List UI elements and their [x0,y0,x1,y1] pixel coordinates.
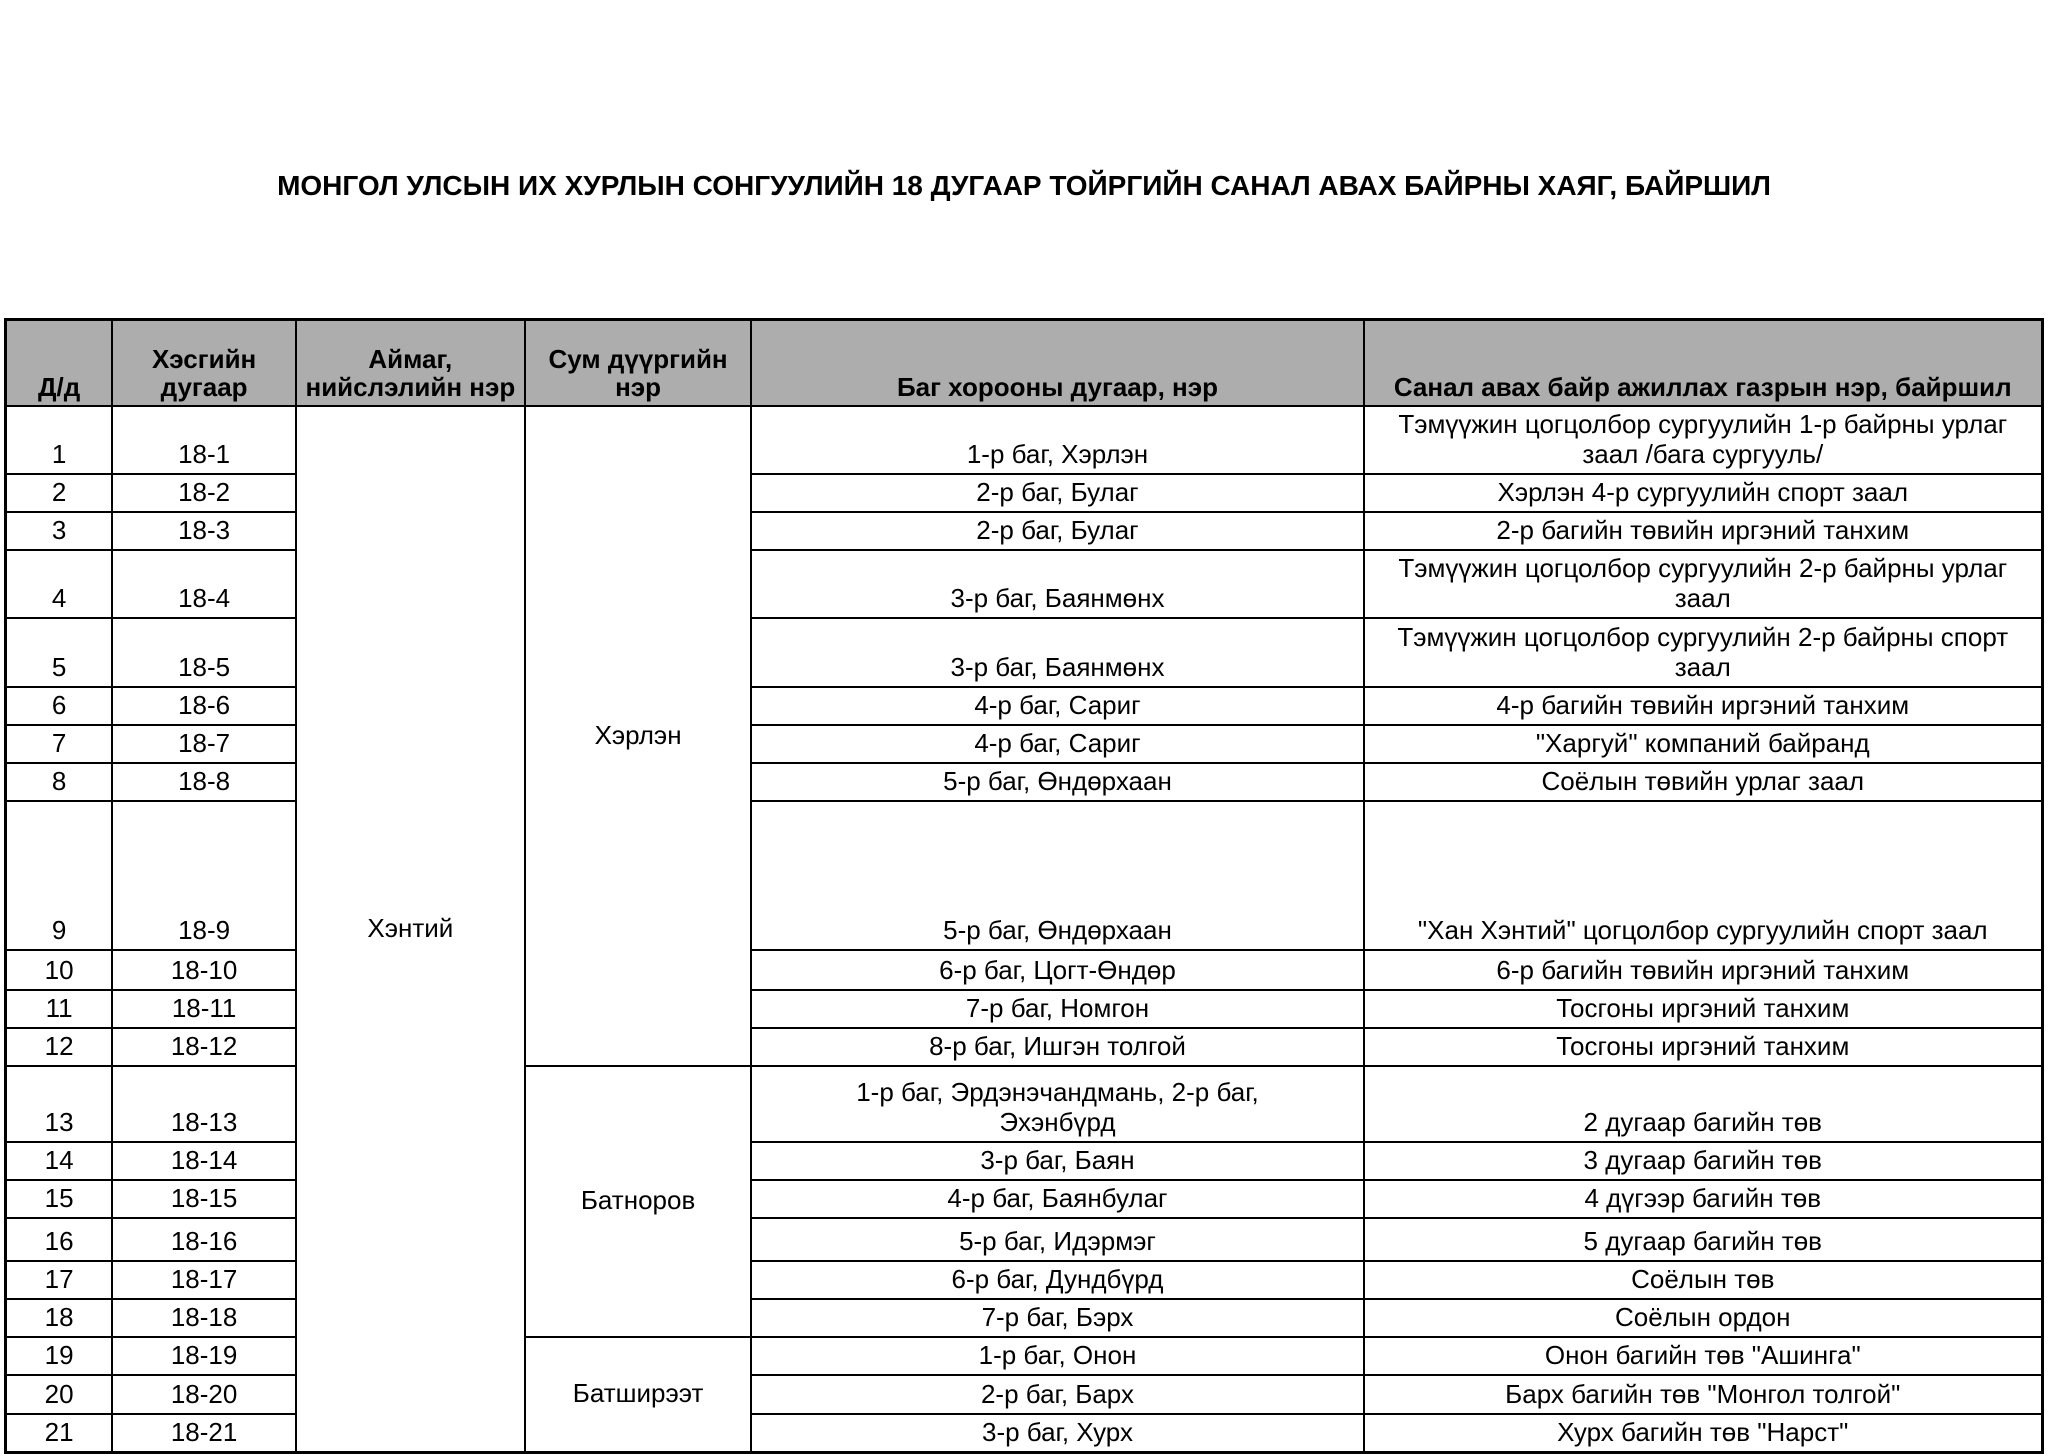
location-cell: Хэрлэн 4-р сургуулийн спорт заал [1364,474,2043,512]
bag-cell [751,474,1363,512]
sum-cell: Хэрлэн [525,406,752,1066]
precinct-number-cell: 18-5 [112,618,296,687]
bag-text: 4-р баг, Сариг [974,727,1141,758]
bag-text: 6-р баг, Цогт-Өндөр [939,954,1176,985]
header-location: Санал авах байр ажиллах газрын нэр, байршил [1364,320,2043,406]
table-body [6,406,2043,1453]
location-cell: Соёлын төв [1364,1261,2043,1299]
row-number-cell: 19 [6,1337,113,1375]
row-number-cell: 5 [6,618,113,687]
precinct-number-cell: 18-2 [112,474,296,512]
location-cell: Тэмүүжин цогцолбор сургуулийн 1-р байрны урлаг заал /бага сургууль/ [1364,406,2043,474]
bag-cell [751,1142,1363,1180]
sum-cell: Батноров [525,1066,752,1337]
bag-text: 4-р баг, Сариг [974,689,1141,720]
header-sum-name: Сум дүүргийн нэр [525,320,752,406]
bag-cell [751,763,1363,801]
bag-text: 5-р баг, Идэрмэг [959,1225,1156,1256]
location-cell: Тэмүүжин цогцолбор сургуулийн 2-р байрны спорт заал [1364,618,2043,687]
bag-text: 2-р баг, Барх [980,1378,1134,1409]
bag-cell [751,512,1363,550]
row-number-cell: 6 [6,687,113,725]
bag-text: 4-р баг, Баянбулаг [947,1182,1168,1213]
location-cell: 6-р багийн төвийн иргэний танхим [1364,950,2043,990]
bag-cell [751,990,1363,1028]
row-number-cell: 10 [6,950,113,990]
bag-text: 6-р баг, Дундбүрд [951,1263,1164,1294]
row-number-cell: 4 [6,550,113,618]
bag-cell [751,550,1363,618]
row-number-cell: 12 [6,1028,113,1066]
location-cell: "Хан Хэнтий" цогцолбор сургуулийн спорт заал [1364,801,2043,950]
row-number-cell: 8 [6,763,113,801]
precinct-number-cell: 18-4 [112,550,296,618]
row-number-cell: 16 [6,1218,113,1261]
row-number-cell: 2 [6,474,113,512]
precinct-number-cell: 18-19 [112,1337,296,1375]
aimag-cell: Хэнтий [296,406,525,1453]
bag-text: 1-р баг, Онон [978,1339,1137,1370]
row-number-cell: 15 [6,1180,113,1218]
table-row [6,406,2043,474]
bag-cell [751,1337,1363,1375]
bag-text: 3-р баг, Баян [980,1144,1135,1175]
precinct-number-cell: 18-8 [112,763,296,801]
header-precinct-number: Хэсгийн дугаар [112,320,296,406]
row-number-cell: 11 [6,990,113,1028]
bag-text: 3-р баг, Хурх [981,1416,1133,1447]
location-cell: "Харгуй" компаний байранд [1364,725,2043,763]
location-cell: Соёлын ордон [1364,1299,2043,1337]
location-cell: Барх багийн төв "Монгол толгой" [1364,1375,2043,1414]
bag-cell [751,1218,1363,1261]
bag-cell [751,1414,1363,1453]
bag-cell [751,406,1363,474]
row-number-cell: 13 [6,1066,113,1142]
precinct-number-cell: 18-12 [112,1028,296,1066]
precinct-number-cell: 18-1 [112,406,296,474]
location-cell: Тосгоны иргэний танхим [1364,990,2043,1028]
bag-cell [751,950,1363,990]
bag-text: 5-р баг, Өндөрхаан [943,914,1172,945]
location-cell: 4-р багийн төвийн иргэний танхим [1364,687,2043,725]
bag-text: 3-р баг, Баянмөнх [950,582,1165,613]
bag-text: 3-р баг, Баянмөнх [950,651,1165,682]
precinct-number-cell: 18-6 [112,687,296,725]
location-cell: 4 дүгээр багийн төв [1364,1180,2043,1218]
bag-text: 2-р баг, Булаг [976,476,1139,507]
row-number-cell: 20 [6,1375,113,1414]
bag-text: 1-р баг, Хэрлэн [966,438,1149,469]
row-number-cell: 1 [6,406,113,474]
row-number-cell: 14 [6,1142,113,1180]
row-number-cell: 9 [6,801,113,950]
precinct-number-cell: 18-9 [112,801,296,950]
row-number-cell: 18 [6,1299,113,1337]
precinct-number-cell: 18-17 [112,1261,296,1299]
page-title: МОНГОЛ УЛСЫН ИХ ХУРЛЫН СОНГУУЛИЙН 18 ДУГААР ТОЙРГИЙН САНАЛ АВАХ БАЙРНЫ ХАЯГ, БАЙРШИЛ [277,170,1771,201]
precinct-number-cell: 18-7 [112,725,296,763]
row-number-cell: 3 [6,512,113,550]
bag-cell [751,1180,1363,1218]
location-cell: 2 дугаар багийн төв [1364,1066,2043,1142]
bag-cell [751,1066,1363,1142]
location-cell: Онон багийн төв "Ашинга" [1364,1337,2043,1375]
precinct-number-cell: 18-15 [112,1180,296,1218]
precinct-number-cell: 18-21 [112,1414,296,1453]
sum-cell: Батширээт [525,1337,752,1453]
bag-cell [751,618,1363,687]
header-row [6,320,2043,406]
bag-text: 2-р баг, Булаг [976,514,1139,545]
location-cell: Тэмүүжин цогцолбор сургуулийн 2-р байрны урлаг заал [1364,550,2043,618]
precinct-number-cell: 18-16 [112,1218,296,1261]
bag-text: 7-р баг, Бэрх [981,1301,1134,1332]
polling-stations-table [4,318,2044,1454]
bag-cell [751,725,1363,763]
bag-text: 1-р баг, Эрдэнэчандмань, 2-р баг, Эхэнбүрд [856,1076,1259,1137]
precinct-number-cell: 18-11 [112,990,296,1028]
location-cell: Тосгоны иргэний танхим [1364,1028,2043,1066]
bag-cell [751,1028,1363,1066]
precinct-number-cell: 18-18 [112,1299,296,1337]
header-aimag-name: Аймаг, нийслэлийн нэр [296,320,525,406]
bag-cell [751,687,1363,725]
header-bag-name: Баг хорооны дугаар, нэр [751,320,1363,406]
bag-text: 5-р баг, Өндөрхаан [943,765,1172,796]
precinct-number-cell: 18-3 [112,512,296,550]
bag-cell [751,1261,1363,1299]
location-cell: Хурх багийн төв "Нарст" [1364,1414,2043,1453]
bag-text: 7-р баг, Номгон [965,992,1150,1023]
precinct-number-cell: 18-13 [112,1066,296,1142]
row-number-cell: 7 [6,725,113,763]
precinct-number-cell: 18-20 [112,1375,296,1414]
location-cell: 2-р багийн төвийн иргэний танхим [1364,512,2043,550]
location-cell: 5 дугаар багийн төв [1364,1218,2043,1261]
precinct-number-cell: 18-14 [112,1142,296,1180]
bag-cell [751,1299,1363,1337]
row-number-cell: 21 [6,1414,113,1453]
precinct-number-cell: 18-10 [112,950,296,990]
bag-cell [751,1375,1363,1414]
location-cell: 3 дугаар багийн төв [1364,1142,2043,1180]
location-cell: Соёлын төвийн урлаг заал [1364,763,2043,801]
header-row-number: Д/д [6,320,113,406]
bag-text: 8-р баг, Ишгэн толгой [929,1030,1186,1061]
row-number-cell: 17 [6,1261,113,1299]
bag-cell [751,801,1363,950]
